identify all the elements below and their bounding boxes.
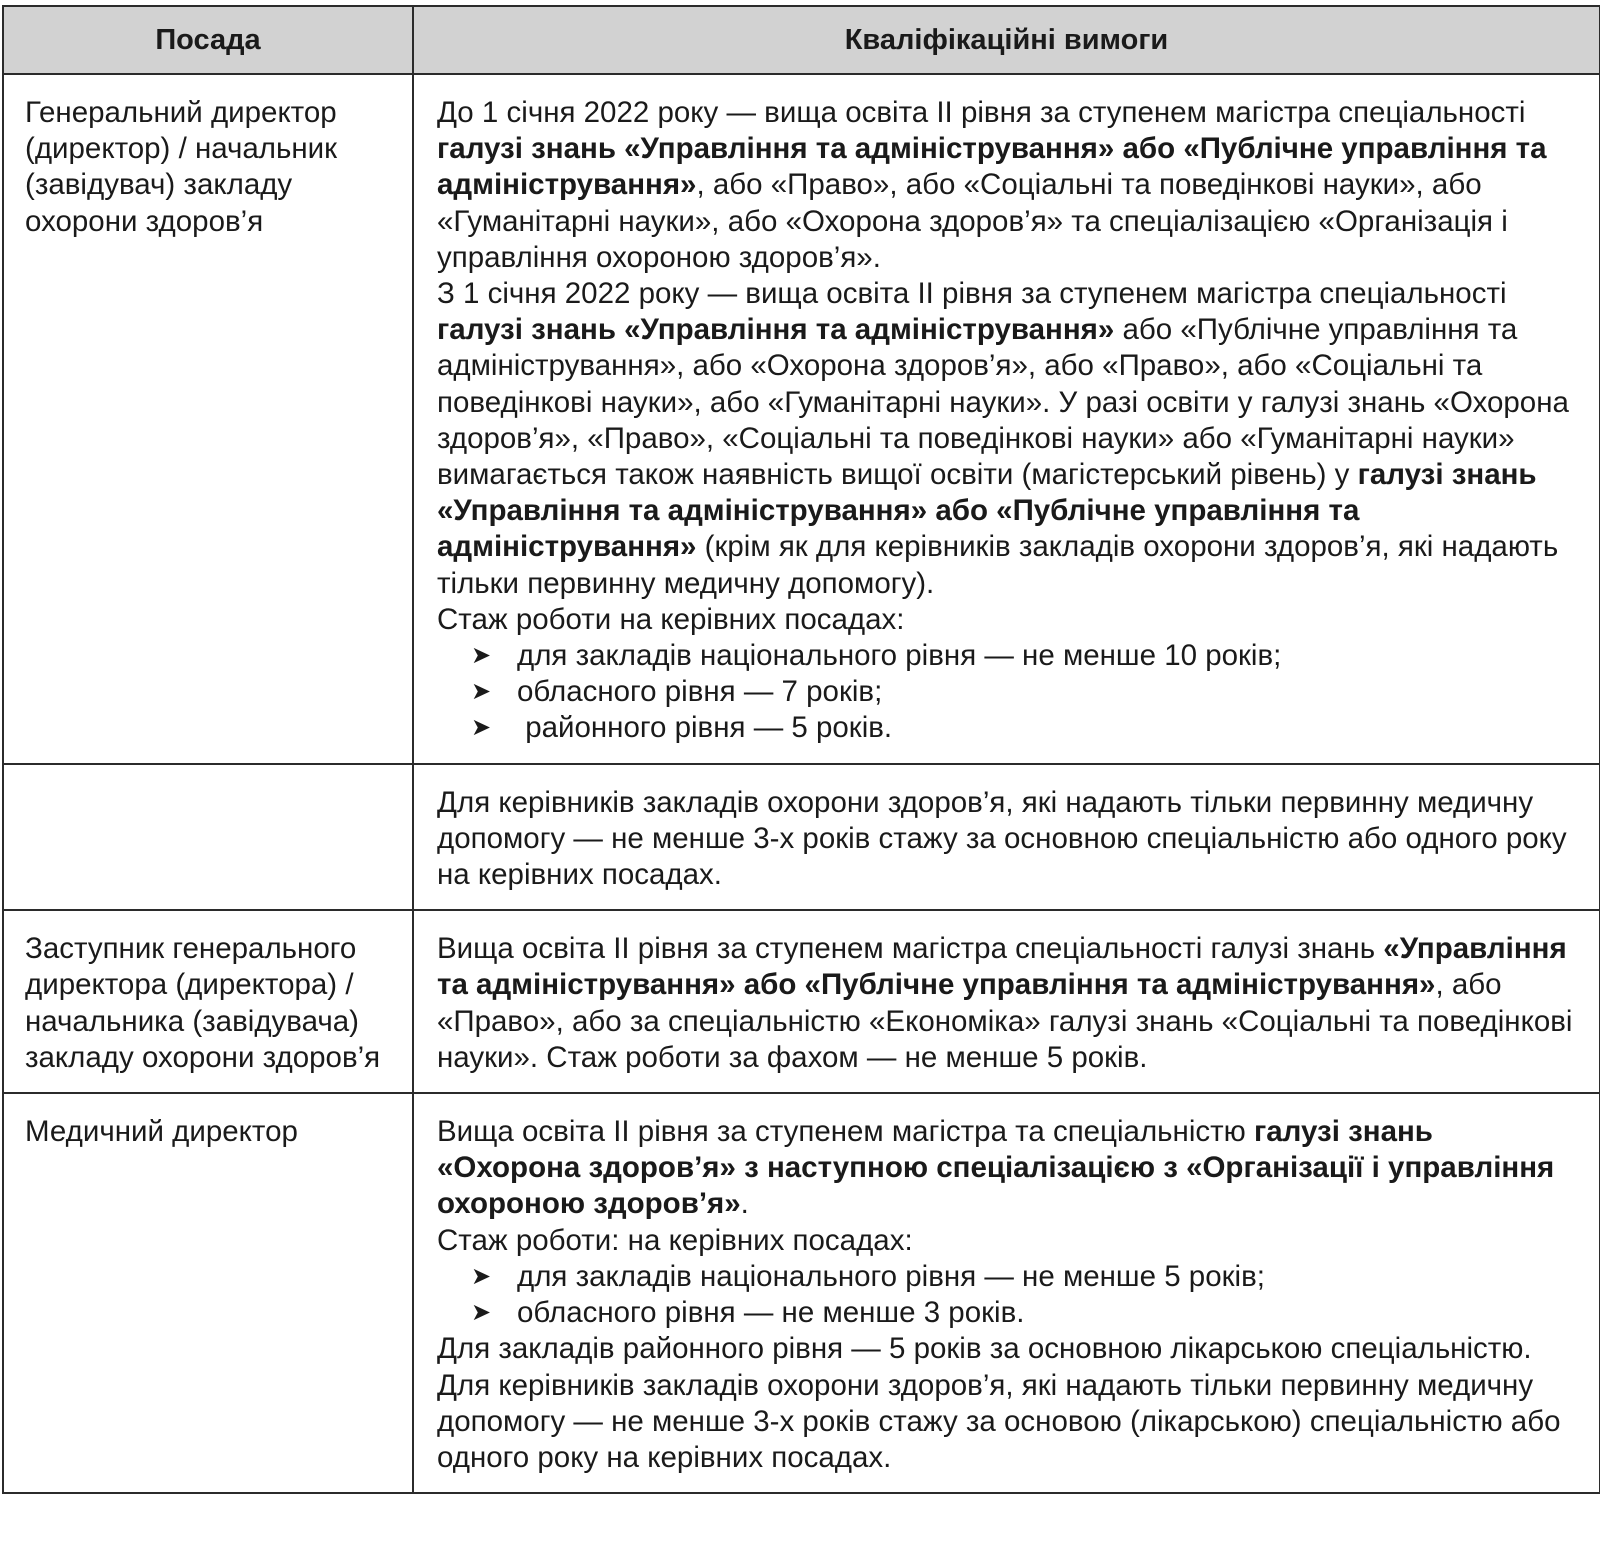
- requirements-cell: [413, 1093, 1600, 1493]
- table-header-row: [3, 6, 1600, 74]
- text-span: (крім як для керівників закладів охорони здоров’я, які надають тільки первинну медичну допомогу).: [437, 530, 1559, 600]
- chevron-right-icon: ➤: [471, 714, 492, 742]
- text-span: , або «Право», або «Соціальні та поведінкові науки», або «Гуманітарні науки», або «Охорона здоров’я» та спеціалізацією «Організація і управління охороною здоров’я».: [437, 168, 1508, 274]
- list-item: [471, 638, 1583, 674]
- requirement-paragraph: [437, 276, 1583, 602]
- text-span: До 1 січня 2022 року — вища освіта II рівня за ступенем магістра спеціальності: [437, 96, 1526, 129]
- table-row: [3, 1093, 1600, 1493]
- table-row: [3, 910, 1600, 1093]
- text-span: або «Публічне управління та адміністрування», або «Охорона здоров’я», або «Право», або «Соціальні та поведінкові науки», або «Гуманітарні науки». У разі освіти у галузі знань «Охорона здоров’я», «Право», «Соціальні та поведінкові науки» або «Гуманітарні науки» вимагається також наявність вищої освіти (магістерський рівень) у: [437, 313, 1569, 492]
- bold-text: галузі знань «Управління та адміністрування»: [437, 313, 1115, 347]
- header-position: Посада: [3, 6, 413, 74]
- position-cell: [3, 764, 413, 911]
- requirements-cell: [413, 74, 1600, 764]
- text-span: , або «Право», або за спеціальністю «Економіка» галузі знань «Соціальні та поведінкові науки». Стаж роботи за фахом — не менше 5 років.: [437, 968, 1573, 1074]
- position-cell: Медичний директор: [3, 1093, 413, 1493]
- list-item: [471, 674, 1583, 710]
- chevron-right-icon: ➤: [471, 1299, 492, 1327]
- requirements-cell: [413, 910, 1600, 1093]
- table-row: [3, 74, 1600, 764]
- header-requirements: Кваліфікаційні вимоги: [413, 6, 1600, 74]
- requirement-paragraph: [437, 1114, 1583, 1223]
- text-span: Вища освіта II рівня за ступенем магістра спеціальності галузі знань: [437, 932, 1384, 966]
- bold-text: галузі знань «Управління та адміністрування» або «Публічне управління та адміністрування»: [437, 458, 1537, 564]
- chevron-right-icon: ➤: [471, 642, 492, 670]
- list-item-text: обласного рівня — 7 років;: [517, 675, 883, 709]
- list-item: [471, 710, 1583, 746]
- table-row: [3, 764, 1600, 911]
- list-item: [471, 1259, 1583, 1295]
- text-span: З 1 січня 2022 року — вища освіта II рівня за ступенем магістра спеціальності: [437, 277, 1507, 311]
- requirements-cell: [413, 764, 1600, 911]
- list-item-text: для закладів національного рівня — не менше 5 років;: [517, 1259, 1265, 1293]
- requirement-paragraph: Для керівників закладів охорони здоров’я, які надають тільки первинну медичну допомогу — не менше 3-х років стажу за основною спеціальністю або одного року на керівних посадах.: [437, 785, 1567, 892]
- bold-text: галузі знань «Охорона здоров’я» з наступною спеціалізацією з «Організації і управління охороною здоров’я»: [437, 1115, 1555, 1221]
- requirement-paragraph: [437, 95, 1583, 276]
- experience-heading: Стаж роботи на керівних посадах:: [437, 602, 905, 636]
- list-item: [471, 1295, 1583, 1331]
- chevron-right-icon: ➤: [471, 678, 492, 706]
- bold-text: «Управління та адміністрування» або «Публічне управління та адміністрування»: [437, 932, 1567, 1002]
- text-span: Вища освіта II рівня за ступенем магістра та спеціальністю: [437, 1115, 1254, 1149]
- chevron-right-icon: ➤: [471, 1262, 492, 1290]
- position-cell: Заступник генерального директора (директора) / начальника (завідувача) закладу охорони здоров’я: [3, 910, 413, 1093]
- bold-text: галузі знань «Управління та адміністрування» або «Публічне управління та адміністрування»: [437, 132, 1547, 202]
- bullet-list: [437, 1259, 1583, 1331]
- experience-heading: Стаж роботи: на керівних посадах:: [437, 1223, 913, 1257]
- list-item-text: районного рівня — 5 років.: [517, 711, 893, 745]
- list-item-text: для закладів національного рівня — не менше 10 років;: [517, 639, 1282, 673]
- text-span: .: [740, 1187, 749, 1221]
- bullet-list: [437, 638, 1583, 747]
- qualification-table: [2, 5, 1600, 1494]
- requirement-paragraph: Для закладів районного рівня — 5 років за основною лікарською спеціальністю. Для керівників закладів охорони здоров’я, які надають тільки первинну медичну допомогу — не менше 3-х років стажу за основою (лікарською) спеціальністю або одного року на керівних посадах.: [437, 1332, 1561, 1474]
- position-cell: Генеральний директор (директор) / начальник (завідувач) закладу охорони здоров’я: [3, 74, 413, 764]
- requirement-paragraph: [437, 931, 1583, 1076]
- list-item-text: обласного рівня — не менше 3 років.: [517, 1296, 1025, 1330]
